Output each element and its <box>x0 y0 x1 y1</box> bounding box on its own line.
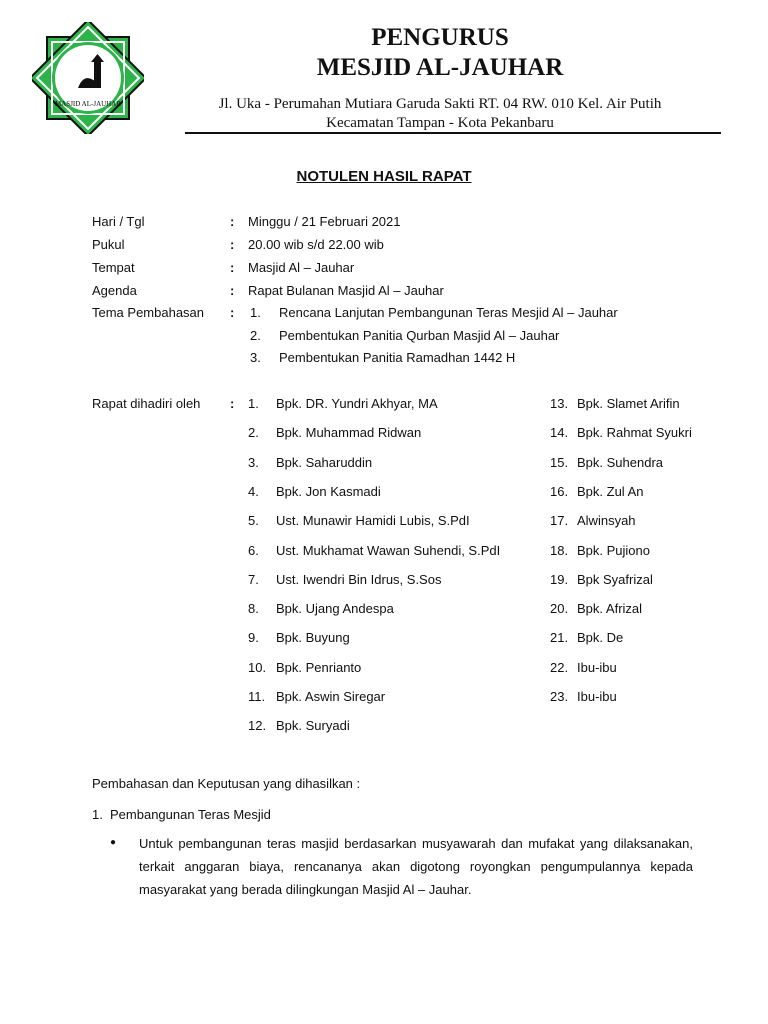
field-colon: : <box>230 283 235 298</box>
attendee-name: Bpk. DR. Yundri Akhyar, MA <box>276 396 438 411</box>
tema-item-text: Pembentukan Panitia Ramadhan 1442 H <box>279 350 516 365</box>
address-line1: Jl. Uka - Perumahan Mutiara Garuda Sakti RT. 04 RW. 010 Kel. Air Putih <box>218 96 662 112</box>
attendee-name: Bpk. Rahmat Syukri <box>577 425 692 441</box>
header-divider <box>185 132 721 134</box>
field-value: Masjid Al – Jauhar <box>248 260 355 275</box>
attendee-name: Bpk. Saharuddin <box>276 454 373 470</box>
attendee-name: Bpk. Ujang Andespa <box>276 601 394 617</box>
attendee-number: 7. <box>248 571 259 587</box>
field-value: 20.00 wib s/d 22.00 wib <box>248 237 384 252</box>
attendee-name: Bpk. Slamet Arifin <box>577 396 680 411</box>
attendee-number: 23. <box>550 689 569 704</box>
attendee-number: 5. <box>248 513 259 529</box>
attendee-number: 20. <box>550 601 569 617</box>
attendee-number: 16. <box>550 483 569 499</box>
attendee-number: 17. <box>550 513 569 529</box>
attendee-name: Alwinsyah <box>577 513 636 529</box>
attendee-number: 18. <box>550 542 569 558</box>
tema-item-text: Rencana Lanjutan Pembangunan Teras Mesjid Al – Jauhar <box>279 305 618 320</box>
tema-item-number: 3. <box>250 350 261 365</box>
attendee-name: Bpk Syafrizal <box>577 571 653 587</box>
address-line2: Kecamatan Tampan - Kota Pekanbaru <box>326 115 554 131</box>
field-value: Minggu / 21 Februari 2021 <box>248 214 401 229</box>
attendee-number: 1. <box>248 396 259 411</box>
attendee-name: Bpk. Jon Kasmadi <box>276 483 381 499</box>
attendee-name: Bpk. Buyung <box>276 630 350 646</box>
org-title-line2: MESJID AL-JAUHAR <box>316 54 564 81</box>
attendee-number: 9. <box>248 630 259 646</box>
attendee-name: Bpk. Suhendra <box>577 454 664 470</box>
attendee-number: 8. <box>248 601 259 617</box>
attendee-name: Bpk. De <box>577 630 624 646</box>
document-title: NOTULEN HASIL RAPAT <box>296 168 472 185</box>
attendee-name: Bpk. Aswin Siregar <box>276 689 386 704</box>
attendee-name: Ust. Mukhamat Wawan Suhendi, S.PdI <box>276 542 501 558</box>
attendee-number: 14. <box>550 425 569 441</box>
attendee-number: 19. <box>550 571 569 587</box>
attendee-name: Bpk. Afrizal <box>577 601 643 617</box>
tema-item-number: 1. <box>250 305 261 320</box>
attendee-name: Bpk. Muhammad Ridwan <box>276 425 422 441</box>
section-title: Pembangunan Teras Mesjid <box>110 807 271 822</box>
svg-text:MASJID AL-JAUHAR: MASJID AL-JAUHAR <box>55 100 121 108</box>
field-label: Agenda <box>92 283 137 298</box>
attendee-name: Ibu-ibu <box>577 689 617 704</box>
attendee-number: 12. <box>248 718 267 734</box>
org-title-line1: PENGURUS <box>371 24 509 51</box>
discussion-heading: Pembahasan dan Keputusan yang dihasilkan : <box>92 776 361 791</box>
field-label: Tempat <box>92 260 135 275</box>
field-label: Hari / Tgl <box>92 214 145 229</box>
attendee-name: Bpk. Suryadi <box>276 718 350 734</box>
attendee-number: 13. <box>550 396 569 411</box>
attendee-name: Bpk. Penrianto <box>276 659 362 675</box>
field-label: Pukul <box>92 237 125 252</box>
tema-label: Tema Pembahasan <box>92 305 205 320</box>
attendance-label: Rapat dihadiri oleh <box>92 396 201 411</box>
field-colon: : <box>230 396 235 411</box>
field-colon: : <box>230 214 235 229</box>
attendee-name: Ust. Iwendri Bin Idrus, S.Sos <box>276 571 442 587</box>
field-value: Rapat Bulanan Masjid Al – Jauhar <box>248 283 444 298</box>
tema-item-text: Pembentukan Panitia Qurban Masjid Al – Jauhar <box>279 328 560 343</box>
bullet-icon: ● <box>110 837 117 848</box>
attendee-number: 6. <box>248 542 259 558</box>
attendee-name: Bpk. Pujiono <box>577 542 650 558</box>
tema-item-number: 2. <box>250 328 261 343</box>
attendee-number: 2. <box>248 425 259 441</box>
section-number: 1. <box>92 807 103 822</box>
field-colon: : <box>230 305 235 320</box>
attendee-name: Bpk. Zul An <box>577 483 644 499</box>
attendee-number: 3. <box>248 454 259 470</box>
attendee-number: 21. <box>550 630 569 646</box>
attendee-name: Ibu-ibu <box>577 659 617 675</box>
decision-paragraph: Untuk pembangunan teras masjid berdasarkan musyawarah dan mufakat yang dilaksanakan, terkait anggaran biaya, rencananya akan digotong royongkan pengumpulannya kepada masyarakat yang berada dilingkungan Masjid Al – Jauhar. <box>139 836 693 897</box>
field-colon: : <box>230 237 235 252</box>
mosque-logo <box>32 22 144 134</box>
attendee-number: 11. <box>248 689 266 704</box>
attendee-number: 15. <box>550 454 569 470</box>
attendee-number: 22. <box>550 659 569 675</box>
attendee-number: 4. <box>248 483 259 499</box>
field-colon: : <box>230 260 235 275</box>
attendee-number: 10. <box>248 659 267 675</box>
attendee-name: Ust. Munawir Hamidi Lubis, S.PdI <box>276 513 470 529</box>
